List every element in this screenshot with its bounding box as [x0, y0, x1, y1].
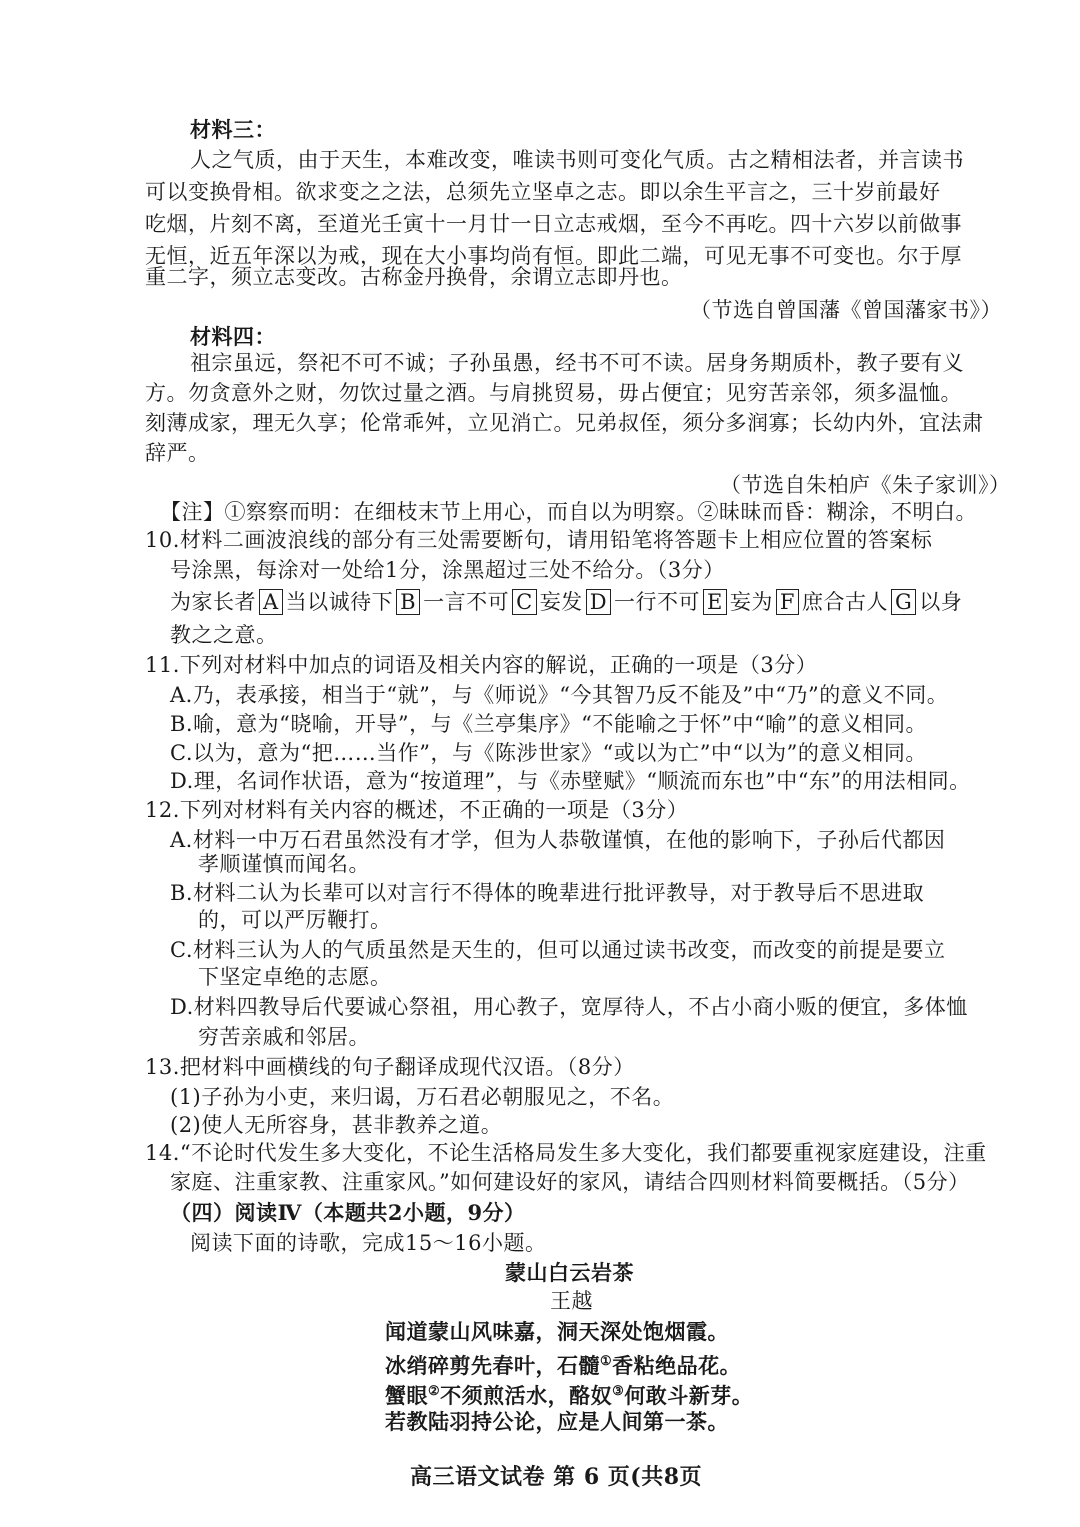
- q10-stem-line2: 号涂黑，每涂对一处给1分，涂黑超过三处不给分。（3分）: [170, 558, 725, 582]
- q12-stem: 12.下列对材料有关内容的概述，不正确的一项是（3分）: [145, 798, 689, 822]
- q12-option-cont: 的，可以严厉鞭打。: [198, 908, 392, 932]
- material3-line: 无恒，近五年深以为戒，现在大小事均尚有恒。即此二端，可见无事不可变也。尔于厚: [145, 244, 962, 268]
- footnote-marker: ②: [428, 1384, 441, 1399]
- q10-mark-a[interactable]: A: [259, 589, 283, 615]
- section4-instruction: 阅读下面的诗歌，完成15～16小题。: [190, 1231, 547, 1255]
- material4-source: （节选自朱柏庐《朱子家训》）: [720, 473, 1011, 497]
- q10-segment: 为家长者: [170, 590, 256, 614]
- material3-line: 可以变换骨相。欲求变之之法，总须先立坚卓之志。即以余生平言之，三十岁前最好: [145, 180, 941, 204]
- poem-line-3: 蟹眼②不须煎活水，酪奴③何敢斗新芽。: [385, 1383, 754, 1408]
- q13-stem: 13.把材料中画横线的句子翻译成现代汉语。（8分）: [145, 1055, 635, 1079]
- poem-line-1: 闻道蒙山风味嘉，洞天深处饱烟霞。: [385, 1319, 729, 1344]
- q11-option: D.理，名词作状语，意为“按道理”，与《赤壁赋》“顺流而东也”中“东”的用法相同。: [170, 769, 971, 793]
- q12-option: A.材料一中万石君虽然没有才学，但为人恭敬谨慎，在他的影响下，子孙后代都因: [170, 828, 946, 852]
- q10-segment: 一行不可: [614, 590, 701, 614]
- q10-mark-g[interactable]: G: [891, 589, 916, 615]
- q12-option-cont: 下坚定卓绝的志愿。: [198, 965, 392, 989]
- q10-segment: 以身: [919, 590, 963, 614]
- material4-line: 方。勿贪意外之财，勿饮过量之酒。与肩挑贸易，毋占便宜；见穷苦亲邻，须多温恤。: [145, 381, 962, 405]
- material4-line: 刻薄成家，理无久享；伦常乖舛，立见消亡。兄弟叔侄，须分多润寡；长幼内外，宜法肃: [145, 411, 984, 435]
- q12-option-cont: 穷苦亲戚和邻居。: [198, 1025, 370, 1049]
- footnote: 【注】①察察而明：在细枝末节上用心，而自以为明察。②昧昧而昏：糊涂，不明白。: [160, 500, 977, 524]
- page-footer: 高三语文试卷 第 6 页(共8页: [410, 1464, 703, 1490]
- footnote-marker: ③: [612, 1384, 625, 1399]
- material4-line: 辞严。: [145, 441, 210, 465]
- poem-author: 王越: [550, 1289, 593, 1313]
- section4-heading: （四）阅读Ⅳ（本题共2小题，9分）: [170, 1200, 526, 1225]
- material3-line: 吃烟，片刻不离，至道光壬寅十一月廿一日立志戒烟，至今不再吃。四十六岁以前做事: [145, 212, 962, 236]
- q10-mark-b[interactable]: B: [396, 589, 420, 615]
- q10-stem-line1: 10.材料二画波浪线的部分有三处需要断句，请用铅笔将答题卡上相应位置的答案标: [145, 528, 933, 552]
- q12-option: B.材料二认为长辈可以对言行不得体的晚辈进行批评教导，对于教导后不思进取: [170, 881, 925, 905]
- q13-item: (2)使人无所容身，甚非教养之道。: [170, 1113, 503, 1137]
- poem-title: 蒙山白云岩茶: [505, 1260, 634, 1285]
- material4-line: 祖宗虽远，祭祀不可不诚；子孙虽愚，经书不可不读。居身务期质朴，教子要有义: [190, 351, 964, 375]
- q10-segment: 庶合古人: [801, 590, 888, 614]
- material3-line: 重二字，须立志变改。古称金丹换骨，余谓立志即丹也。: [145, 265, 683, 289]
- material4-heading: 材料四：: [190, 324, 276, 349]
- footnote-marker: ①: [600, 1354, 613, 1369]
- q11-option: C.以为，意为“把……当作”，与《陈涉世家》“或以为亡”中“以为”的意义相同。: [170, 741, 927, 765]
- q10-mark-e[interactable]: E: [703, 589, 727, 615]
- poem-line-4: 若教陆羽持公论，应是人间第一茶。: [385, 1409, 729, 1434]
- q12-option-cont: 孝顺谨慎而闻名。: [198, 852, 370, 876]
- q10-segment: 妄发: [539, 590, 583, 614]
- q10-sentence-tail: 教之之意。: [170, 623, 278, 647]
- q14-stem-line1: 14.“不论时代发生多大变化，不论生活格局发生多大变化，我们都要重视家庭建设，注重: [145, 1141, 987, 1165]
- q13-item: (1)子孙为小吏，来归谒，万石君必朝服见之，不名。: [170, 1085, 675, 1109]
- poem-line-2: 冰绡碎剪先春叶，石髓①香粘绝品花。: [385, 1353, 742, 1378]
- q10-segment: 妄为: [729, 590, 773, 614]
- q14-stem-line2: 家庭、注重家教、注重家风。”如何建设好的家风，请结合四则材料简要概括。（5分）: [170, 1170, 970, 1194]
- q10-mark-d[interactable]: D: [586, 589, 611, 615]
- q11-option: A.乃，表承接，相当于“就”，与《师说》“今其智乃反不能及”中“乃”的意义不同。: [170, 683, 949, 707]
- material3-line: 人之气质，由于天生，本难改变，唯读书则可变化气质。古之精相法者，并言读书: [190, 148, 964, 172]
- q10-segment: 当以诚待下: [285, 590, 394, 614]
- material3-source: （节选自曾国藩《曾国藩家书》）: [690, 298, 1002, 322]
- q12-option: D.材料四教导后代要诚心祭祖，用心教子，宽厚待人，不占小商小贩的便宜，多体恤: [170, 995, 968, 1019]
- q10-mark-f[interactable]: F: [776, 589, 799, 615]
- q11-stem: 11.下列对材料中加点的词语及相关内容的解说，正确的一项是（3分）: [145, 653, 818, 677]
- material3-heading: 材料三：: [190, 117, 276, 142]
- q11-option: B.喻，意为“晓喻，开导”，与《兰亭集序》“不能喻之于怀”中“喻”的意义相同。: [170, 712, 928, 736]
- q12-option: C.材料三认为人的气质虽然是天生的，但可以通过读书改变，而改变的前提是要立: [170, 938, 946, 962]
- q10-segment: 一言不可: [423, 590, 510, 614]
- q10-mark-c[interactable]: C: [512, 589, 537, 615]
- q10-sentence: [170, 587, 962, 617]
